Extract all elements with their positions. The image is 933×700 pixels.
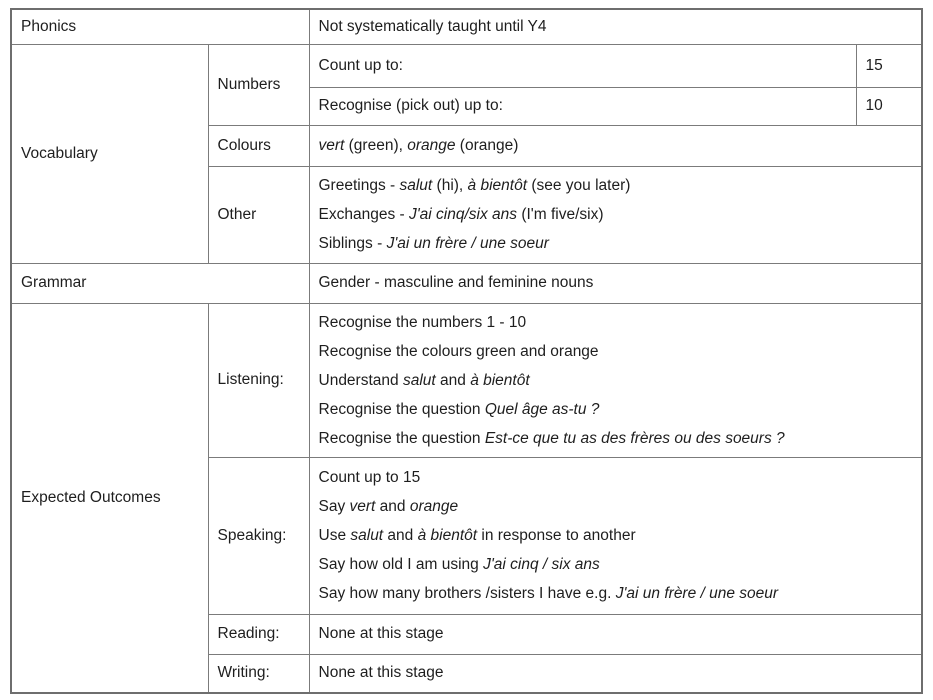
listening-line-2: Recognise the colours green and orange — [318, 342, 599, 360]
numbers-label-cell — [208, 44, 309, 125]
speaking-line-3: Use salut and à bientôt in response to another — [318, 527, 636, 544]
listening-label-cell — [208, 303, 309, 457]
reading-label-cell — [208, 614, 309, 654]
reading-value-cell — [309, 614, 922, 654]
other-line-greetings: Greetings - salut (hi), à bientôt (see you later) — [318, 177, 631, 194]
recognise-up-to-cell — [309, 87, 856, 125]
phonics-label-cell — [11, 9, 309, 44]
phonics-value-cell — [309, 9, 922, 44]
colours-content: vert (green), orange (orange) — [318, 136, 519, 154]
colours-content-cell — [309, 125, 922, 166]
listening-line-5: Recognise the question Est-ce que tu as des frères ou des soeurs ? — [318, 429, 785, 447]
grammar-value-cell — [309, 263, 922, 303]
other-label-cell — [208, 166, 309, 263]
phonics-label: Phonics — [21, 17, 77, 35]
outcomes-listening-row — [11, 303, 922, 457]
vocabulary-numbers-row-1 — [11, 44, 922, 87]
expected-outcomes-label: Expected Outcomes — [21, 488, 161, 506]
other-line-exchanges: Exchanges - J'ai cinq/six ans (I'm five/six) — [318, 206, 604, 223]
recognise-up-to-value: 10 — [865, 97, 883, 114]
listening-line-1: Recognise the numbers 1 - 10 — [318, 313, 527, 331]
listening-label: Listening: — [217, 371, 284, 388]
grammar-label-cell — [11, 263, 309, 303]
vocabulary-label: Vocabulary — [21, 144, 98, 162]
speaking-line-1: Count up to 15 — [318, 469, 421, 486]
grammar-label: Grammar — [21, 274, 87, 291]
phonics-row — [11, 9, 922, 44]
speaking-label-cell — [208, 457, 309, 614]
listening-line-4: Recognise the question Quel âge as-tu ? — [318, 400, 600, 418]
colours-label: Colours — [217, 136, 271, 154]
grammar-row — [11, 263, 922, 303]
grammar-value: Gender - masculine and feminine nouns — [318, 274, 594, 291]
other-line-siblings: Siblings - J'ai un frère / une soeur — [318, 235, 549, 252]
recognise-up-to-value-cell — [856, 87, 922, 125]
other-label: Other — [217, 205, 257, 223]
speaking-line-2: Say vert and orange — [318, 498, 459, 515]
expected-outcomes-label-cell — [11, 303, 208, 693]
numbers-label: Numbers — [217, 75, 281, 93]
speaking-line-5: Say how many brothers /sisters I have e.g. J'ai un frère / une soeur — [318, 585, 779, 602]
count-up-to-text: Count up to: — [318, 56, 403, 74]
listening-content-cell — [309, 303, 922, 457]
reading-value: None at this stage — [318, 625, 444, 642]
writing-label-cell — [208, 654, 309, 693]
reading-label: Reading: — [217, 625, 280, 642]
speaking-content-cell — [309, 457, 922, 614]
count-up-to-value-cell — [856, 44, 922, 87]
listening-line-3: Understand salut and à bientôt — [318, 371, 530, 389]
colours-label-cell — [208, 125, 309, 166]
phonics-value: Not systematically taught until Y4 — [318, 17, 547, 35]
recognise-up-to-text: Recognise (pick out) up to: — [318, 97, 503, 114]
writing-value-cell — [309, 654, 922, 693]
speaking-line-4: Say how old I am using J'ai cinq / six ans — [318, 556, 600, 573]
writing-label: Writing: — [217, 664, 270, 682]
count-up-to-value: 15 — [865, 56, 883, 74]
speaking-label: Speaking: — [217, 526, 287, 544]
other-content-cell — [309, 166, 922, 263]
writing-value: None at this stage — [318, 664, 444, 682]
curriculum-table — [10, 8, 923, 694]
count-up-to-cell — [309, 44, 856, 87]
vocabulary-label-cell — [11, 44, 208, 263]
